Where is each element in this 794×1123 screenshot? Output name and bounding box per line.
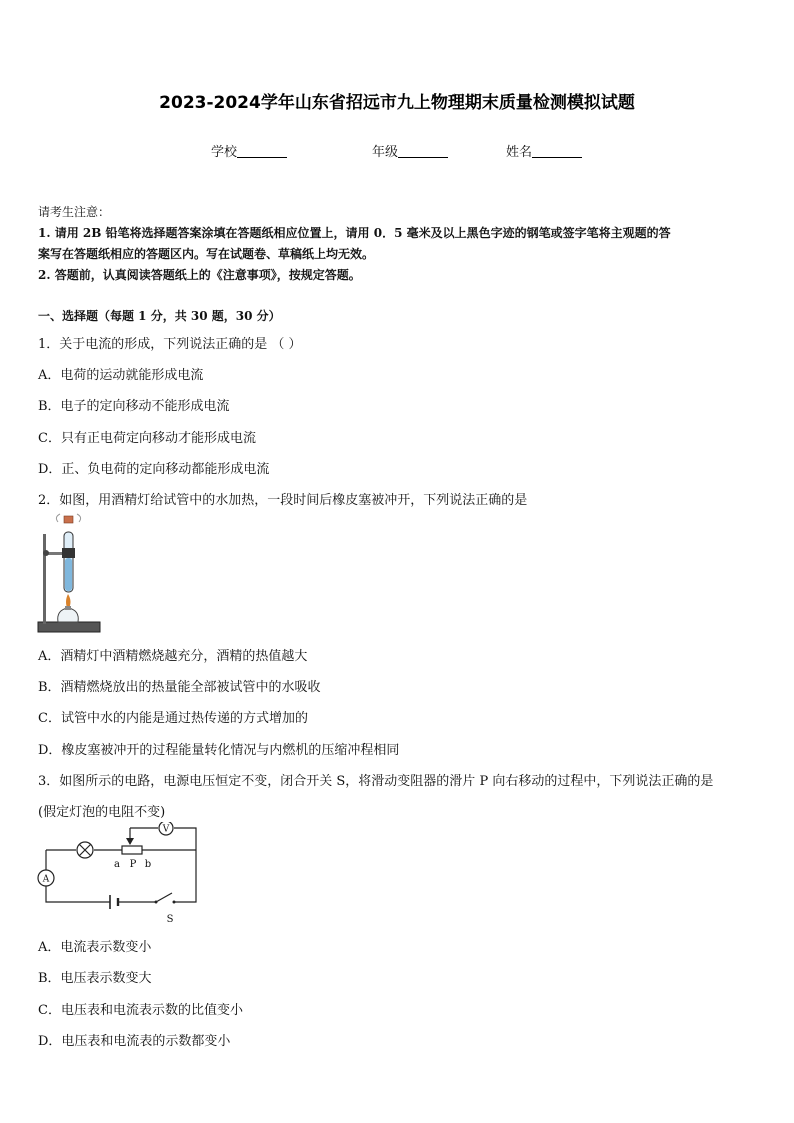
question-3-option-d: D．电压表和电流表的示数都变小 bbox=[38, 1034, 231, 1049]
stand-base bbox=[38, 622, 100, 632]
question-2-option-a: A．酒精灯中酒精燃烧越充分，酒精的热值越大 bbox=[38, 649, 308, 664]
notice-item1-line2: 案写在答题纸相应的答题区内。写在试题卷、草稿纸上均无效。 bbox=[38, 247, 375, 261]
question-1-option-d: D．正、负电荷的定向移动都能形成电流 bbox=[38, 462, 270, 477]
alcohol-lamp bbox=[58, 608, 79, 622]
wire-right bbox=[174, 850, 196, 902]
question-1-stem: 1．关于电流的形成，下列说法正确的是 （ ） bbox=[38, 337, 302, 352]
name-blank bbox=[532, 145, 582, 158]
slider-arrow-icon bbox=[126, 838, 134, 845]
notice-heading: 请考生注意： bbox=[38, 205, 111, 219]
circuit-diagram bbox=[34, 822, 202, 926]
question-2-stem: 2．如图，用酒精灯给试管中的水加热，一段时间后橡皮塞被冲开，下列说法正确的是 bbox=[38, 493, 528, 508]
question-2-option-d: D．橡皮塞被冲开的过程能量转化情况与内燃机的压缩冲程相同 bbox=[38, 743, 400, 758]
notice-item2: 2. 答题前，认真阅读答题纸上的《注意事项》，按规定答题。 bbox=[38, 268, 361, 282]
rheostat-icon bbox=[122, 846, 142, 854]
switch-icon bbox=[156, 893, 172, 902]
page-title: 2023-2024学年山东省招远市九上物理期末质量检测模拟试题 bbox=[159, 93, 635, 113]
grade-label: 年级 bbox=[372, 145, 399, 160]
question-3-option-b: B．电压表示数变大 bbox=[38, 971, 152, 986]
clamp-block bbox=[62, 548, 75, 558]
clamp-knob bbox=[43, 550, 49, 556]
rheostat-end-a: a bbox=[114, 859, 120, 870]
wire-left-lower bbox=[46, 886, 110, 902]
rubber-stopper bbox=[64, 516, 73, 523]
grade-blank bbox=[398, 145, 448, 158]
name-label: 姓名 bbox=[506, 145, 533, 160]
question-1-option-b: B．电子的定向移动不能形成电流 bbox=[38, 399, 230, 414]
school-field bbox=[211, 141, 287, 160]
name-field bbox=[506, 141, 582, 160]
voltmeter-label: V bbox=[162, 824, 170, 835]
school-label: 学校 bbox=[211, 145, 238, 160]
switch-contact bbox=[173, 901, 176, 904]
test-tube-heating-figure bbox=[36, 512, 106, 636]
question-3-option-c: C．电压表和电流表示数的比值变小 bbox=[38, 1003, 243, 1018]
question-3-stem-line1: 3．如图所示的电路，电源电压恒定不变，闭合开关 S，将滑动变阻器的滑片 P 向右移动的过程中，下列说法正确的是 bbox=[38, 774, 714, 789]
stand-rod bbox=[43, 534, 46, 624]
notice-item1-line1: 1. 请用 2B 铅笔将选择题答案涂填在答题纸相应位置上，请用 0．5 毫米及以上黑色字迹的钢笔或签字笔将主观题的答 bbox=[38, 226, 671, 240]
rheostat-slider-p: P bbox=[129, 859, 137, 870]
question-3-option-a: A．电流表示数变小 bbox=[38, 940, 152, 955]
school-blank bbox=[237, 145, 287, 158]
question-1-option-c: C．只有正电荷定向移动才能形成电流 bbox=[38, 431, 256, 446]
question-3-stem-line2: (假定灯泡的电阻不变) bbox=[38, 805, 166, 820]
switch-pivot bbox=[155, 901, 158, 904]
section-heading: 一、选择题（每题 1 分，共 30 题，30 分） bbox=[38, 309, 281, 323]
question-1-option-a: A．电荷的运动就能形成电流 bbox=[38, 368, 204, 383]
question-2-option-c: C．试管中水的内能是通过热传递的方式增加的 bbox=[38, 711, 308, 726]
ammeter-label: A bbox=[42, 874, 50, 885]
switch-label: S bbox=[166, 914, 174, 925]
lamp-wick-holder bbox=[65, 606, 71, 610]
lamp-cross bbox=[80, 845, 91, 856]
question-2-option-b: B．酒精燃烧放出的热量能全部被试管中的水吸收 bbox=[38, 680, 321, 695]
water bbox=[65, 558, 72, 591]
grade-field bbox=[372, 141, 448, 160]
voltmeter-wire-right bbox=[174, 828, 196, 850]
rheostat-end-b: b bbox=[144, 859, 152, 870]
